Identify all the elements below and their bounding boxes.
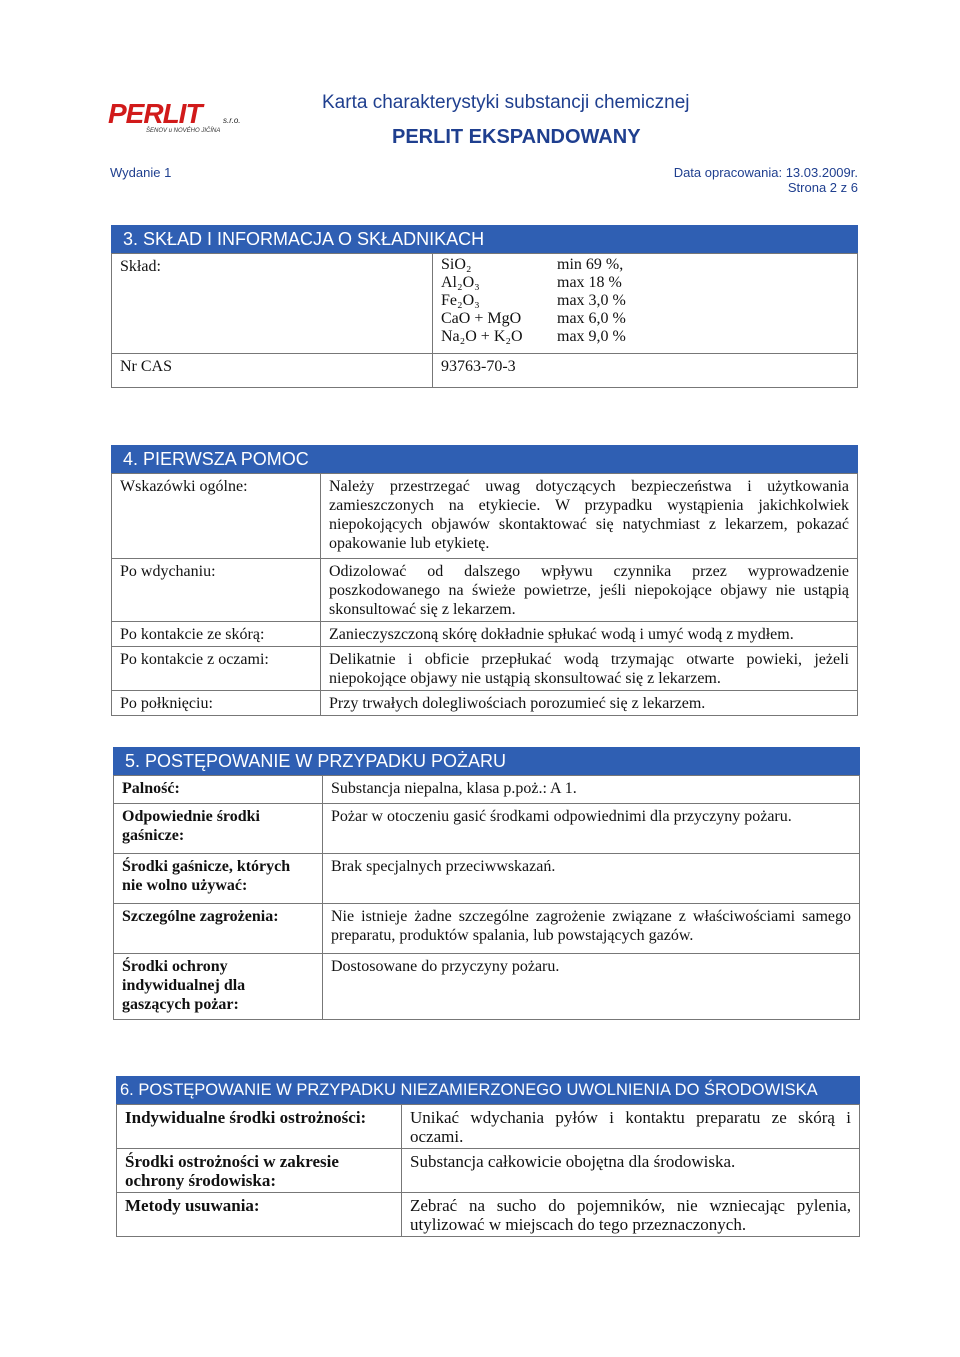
section-3-heading: 3. SKŁAD I INFORMACJA O SKŁADNIKACH <box>111 225 858 253</box>
fire-text: Nie istnieje żadne szczególne zagrożenie związane z właściwościami samego preparatu, produktów spalania, lub powstających gazów. <box>323 904 860 954</box>
section-5 <box>113 747 860 1020</box>
cas-label: Nr CAS <box>112 354 433 388</box>
fire-label: Środki ochrony indywidualnej dla gaszących pożar: <box>114 954 323 1020</box>
fire-text: Dostosowane do przyczyny pożaru. <box>323 954 860 1020</box>
first-aid-label: Po połknięciu: <box>112 691 321 716</box>
section-6-heading: 6. POSTĘPOWANIE W PRZYPADKU NIEZAMIERZONEGO UWOLNIENIA DO ŚRODOWISKA <box>116 1076 860 1104</box>
fire-text: Substancja niepalna, klasa p.poż.: A 1. <box>323 776 860 804</box>
logo-text: PERLIT <box>108 98 202 129</box>
first-aid-text: Odizolować od dalszego wpływu czynnika przez wyprowadzenie poszkodowanego na świeże powietrze, jeśli niepokojące objawy nie ustąpią skonsultować się z lekarzem. <box>321 559 858 622</box>
section-6 <box>116 1076 860 1237</box>
component-row: Na₂O + K₂O max 9,0 % <box>441 328 626 345</box>
fire-label: Środki gaśnicze, których nie wolno używać: <box>114 854 323 904</box>
logo-tagline: ŠENOV u NOVÉHO JIČÍNA <box>146 128 221 134</box>
component-row: Al₂O₃ max 18 % <box>441 274 622 291</box>
release-label: Indywidualne środki ostrożności: <box>117 1105 402 1149</box>
first-aid-label: Po wdychaniu: <box>112 559 321 622</box>
fire-text: Pożar w otoczeniu gasić środkami odpowiednimi dla przyczyny pożaru. <box>323 804 860 854</box>
document-title: Karta charakterystyki substancji chemicznej <box>322 92 690 113</box>
product-name: PERLIT EKSPANDOWANY <box>392 126 641 148</box>
fire-label: Szczególne zagrożenia: <box>114 904 323 954</box>
component-row: Fe₂O₃ max 3,0 % <box>441 292 626 309</box>
accidental-release-table <box>116 1104 860 1237</box>
composition-list <box>433 254 858 354</box>
edition-label: Wydanie 1 <box>110 165 172 180</box>
first-aid-text: Delikatnie i obficie przepłukać wodą trzymając otwarte powieki, jeżeli niepokojące objawy nie ustąpią skonsultować się z lekarzem. <box>321 647 858 691</box>
composition-table <box>111 253 858 388</box>
section-4 <box>111 445 858 716</box>
section-4-heading: 4. PIERWSZA POMOC <box>111 445 858 473</box>
company-logo <box>108 100 243 140</box>
release-text: Substancja całkowicie obojętna dla środowiska. <box>402 1149 860 1193</box>
fire-label: Palność: <box>114 776 323 804</box>
release-text: Zebrać na sucho do pojemników, nie wzniecając pylenia, utylizować w miejscach do tego przeznaczonych. <box>402 1193 860 1237</box>
release-text: Unikać wdychania pyłów i kontaktu preparatu ze skórą i oczami. <box>402 1105 860 1149</box>
first-aid-text: Należy przestrzegać uwag dotyczących bezpieczeństwa i użytkowania zamieszczonych na etykiecie. W przypadku wystąpienia jakichkolwiek niepokojących objawów skontaktować się natychmiast z lekarzem, pokazać opakowanie lub etykietę. <box>321 474 858 559</box>
first-aid-text: Przy trwałych dolegliwościach porozumieć się z lekarzem. <box>321 691 858 716</box>
composition-label: Skład: <box>112 254 433 354</box>
preparation-date: Data opracowania: 13.03.2009r. <box>673 165 858 180</box>
page-number: Strona 2 z 6 <box>787 180 858 195</box>
release-label: Środki ostrożności w zakresie ochrony środowiska: <box>117 1149 402 1193</box>
first-aid-text: Zanieczyszczoną skórę dokładnie spłukać wodą i umyć wodą z mydłem. <box>321 622 858 647</box>
logo-suffix: s.r.o. <box>223 116 241 125</box>
section-5-heading: 5. POSTĘPOWANIE W PRZYPADKU POŻARU <box>113 747 860 775</box>
first-aid-label: Wskazówki ogólne: <box>112 474 321 559</box>
first-aid-label: Po kontakcie ze skórą: <box>112 622 321 647</box>
section-3 <box>111 225 858 388</box>
cas-value: 93763-70-3 <box>433 354 858 388</box>
component-row: CaO + MgO max 6,0 % <box>441 310 626 327</box>
first-aid-table <box>111 473 858 716</box>
component-row: SiO₂ min 69 %, <box>441 256 624 273</box>
first-aid-label: Po kontakcie z oczami: <box>112 647 321 691</box>
release-label: Metody usuwania: <box>117 1193 402 1237</box>
fire-text: Brak specjalnych przeciwwskazań. <box>323 854 860 904</box>
fire-label: Odpowiednie środki gaśnicze: <box>114 804 323 854</box>
fire-fighting-table <box>113 775 860 1020</box>
